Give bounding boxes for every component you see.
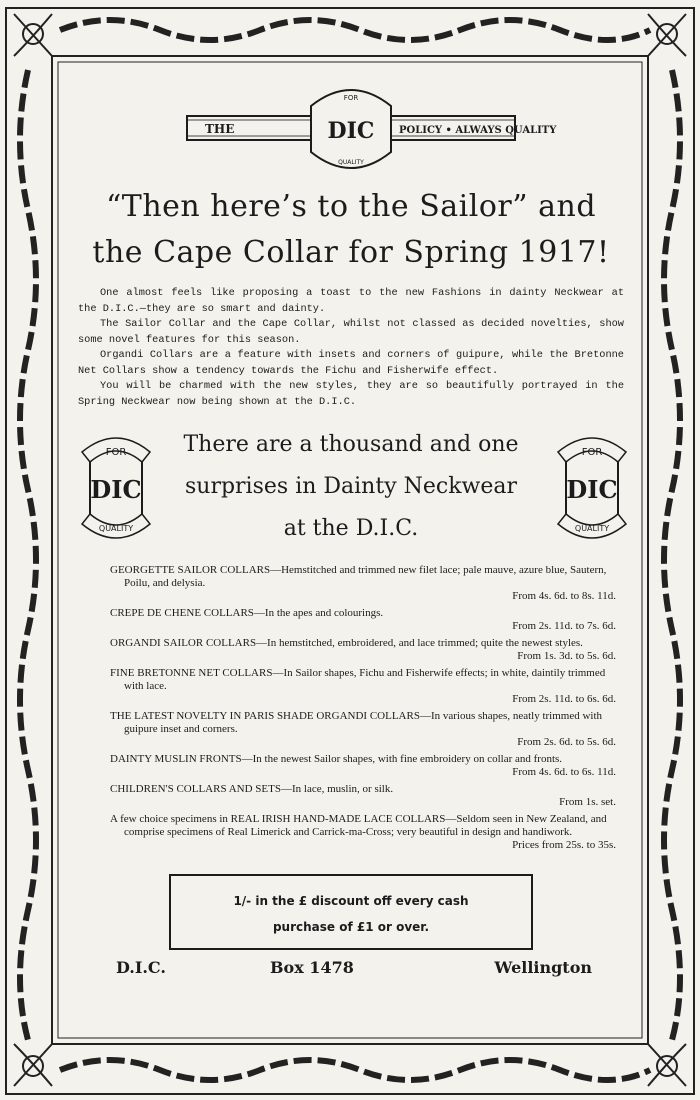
- intro-paragraph: Organdi Collars are a feature with insets and corners of guipure, while the Bretonne Net Collars show a tendency towards the Fichu and Fisherwife effect.: [78, 349, 624, 377]
- surprises-line-3: at the D.I.C.: [283, 516, 419, 541]
- list-item: [110, 564, 616, 603]
- banner-arc-top: FOR: [343, 94, 359, 102]
- intro-text: [78, 286, 624, 410]
- seal-top-text: FOR: [105, 447, 127, 458]
- dic-banner-emblem: [181, 78, 557, 178]
- surprises-line-1: There are a thousand and one: [183, 432, 519, 457]
- dic-quality-seal-right: [556, 430, 628, 546]
- surprise-section: [70, 416, 632, 564]
- surprises-line-2: surprises in Dainty Neckwear: [184, 474, 518, 499]
- list-item: [110, 813, 616, 852]
- list-item: [110, 753, 616, 779]
- headline: [70, 184, 632, 276]
- item-price: From 2s. 11d. to 7s. 6d.: [512, 620, 616, 632]
- headline-line-1: “Then here’s to the Sailor” and: [105, 189, 597, 224]
- headline-line-2: the Cape Collar for Spring 1917!: [92, 235, 610, 270]
- footer-box-number: Box 1478: [270, 958, 354, 977]
- list-item: [110, 710, 616, 749]
- collar-price-list: [110, 564, 616, 852]
- surprises-heading: [160, 424, 542, 550]
- list-item: [110, 637, 616, 663]
- item-price: Prices from 25s. to 35s.: [512, 839, 616, 851]
- discount-line-2: purchase of £1 or over.: [272, 920, 430, 934]
- seal-letters: DIC: [566, 475, 618, 504]
- banner-arc-bottom: QUALITY: [338, 159, 364, 166]
- item-price: From 4s. 6d. to 6s. 11d.: [512, 766, 616, 778]
- item-description: ORGANDI SAILOR COLLARS—In hemstitched, embroidered, and lace trimmed; quite the newest styles.: [110, 637, 583, 649]
- discount-notice: [169, 874, 533, 950]
- discount-line-1: 1/- in the £ discount off every cash: [233, 894, 469, 908]
- item-description: THE LATEST NOVELTY IN PARIS SHADE ORGANDI COLLARS—In various shapes, neatly trimmed with guipure inset and corners.: [110, 710, 603, 735]
- intro-paragraph: The Sailor Collar and the Cape Collar, whilst not classed as decided novelties, show some novel features for this season.: [78, 318, 624, 346]
- seal-bottom-text: QUALITY: [98, 524, 134, 533]
- dic-quality-seal-left: [80, 430, 152, 546]
- item-description: CHILDREN'S COLLARS AND SETS—In lace, muslin, or silk.: [110, 783, 394, 795]
- seal-bottom-text: QUALITY: [574, 524, 610, 533]
- seal-top-text: FOR: [581, 447, 603, 458]
- item-price: From 1s. set.: [559, 796, 616, 808]
- item-price: From 2s. 6d. to 5s. 6d.: [517, 736, 616, 748]
- banner-letters: DIC: [327, 118, 375, 144]
- list-item: [110, 667, 616, 706]
- footer-city: Wellington: [494, 958, 592, 977]
- intro-paragraph: You will be charmed with the new styles, they are so beautifully portrayed in the Spring Neckwear now being shown at the D.I.C.: [78, 380, 624, 408]
- policy-banner: [70, 78, 632, 184]
- list-item: [110, 783, 616, 809]
- footer-company: D.I.C.: [116, 958, 166, 977]
- item-price: From 4s. 6d. to 8s. 11d.: [512, 590, 616, 602]
- list-item: [110, 607, 616, 633]
- banner-word-right: POLICY • ALWAYS QUALITY: [399, 125, 557, 136]
- banner-word-left: THE: [205, 122, 235, 136]
- item-description: FINE BRETONNE NET COLLARS—In Sailor shapes, Fichu and Fisherwife effects; in white, daintily trimmed with lace.: [110, 667, 606, 692]
- item-price: From 2s. 11d. to 6s. 6d.: [512, 693, 616, 705]
- seal-letters: DIC: [90, 475, 142, 504]
- item-description: DAINTY MUSLIN FRONTS—In the newest Sailor shapes, with fine embroidery on collar and fronts.: [110, 753, 563, 765]
- item-description: CREPE DE CHENE COLLARS—In the apes and colourings.: [110, 607, 384, 619]
- footer-address: [110, 958, 592, 984]
- advertisement: [70, 78, 632, 1010]
- item-description: GEORGETTE SAILOR COLLARS—Hemstitched and trimmed new filet lace; pale mauve, azure blue, Sautern, Poilu, and delysia.: [110, 564, 607, 589]
- intro-paragraph: One almost feels like proposing a toast to the new Fashions in dainty Neckwear at the D.I.C.—they are so smart and dainty.: [78, 287, 624, 315]
- item-description: A few choice specimens in REAL IRISH HAND-MADE LACE COLLARS—Seldom seen in New Zealand, and comprise specimens of Real Limerick and Carrick-ma-Cross; very beautiful in design and handiwork.: [110, 813, 607, 838]
- item-price: From 1s. 3d. to 5s. 6d.: [517, 650, 616, 662]
